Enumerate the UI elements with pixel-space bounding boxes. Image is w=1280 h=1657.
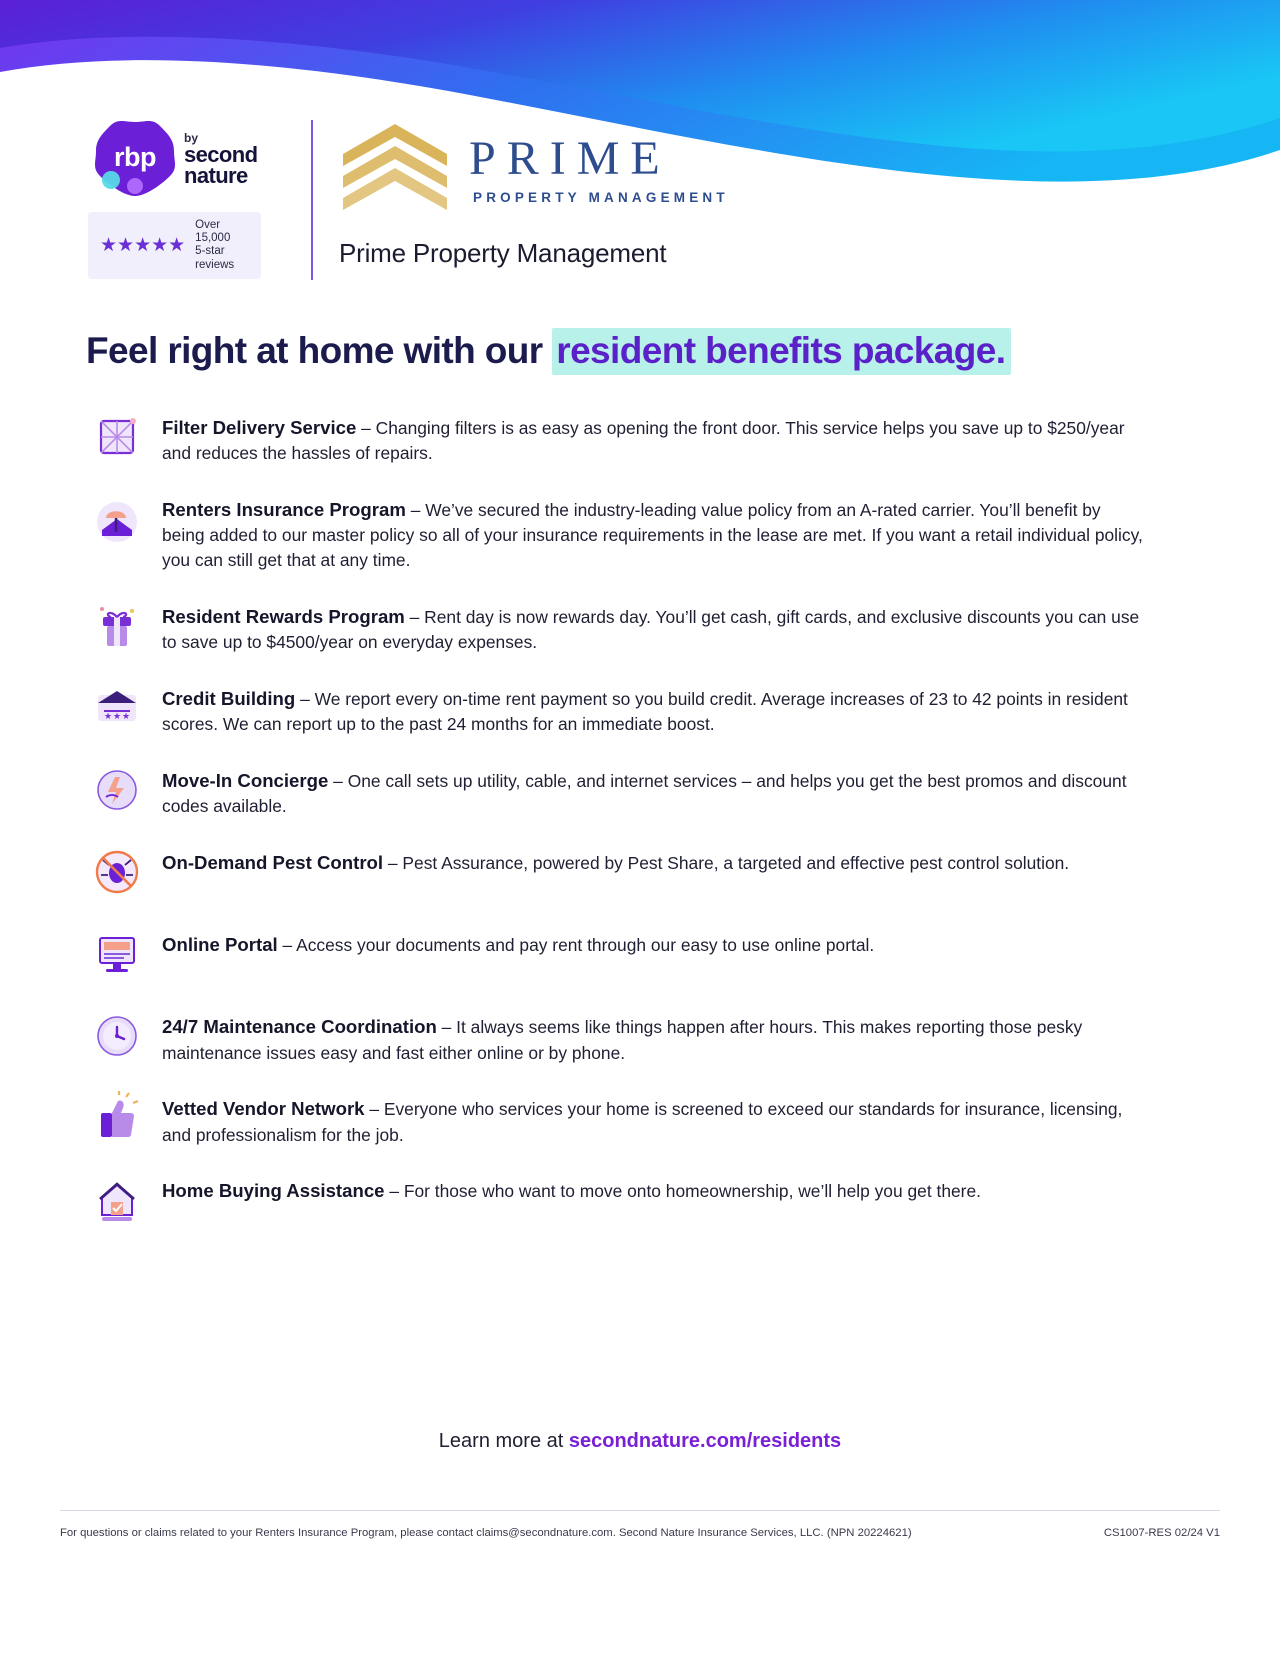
online-portal-icon <box>86 925 148 983</box>
list-item-text <box>148 1171 981 1204</box>
prime-logo-block <box>339 120 729 269</box>
list-item-body: Pest Assurance, powered by Pest Share, a targeted and effective pest control solution. <box>402 853 1070 874</box>
svg-text:★: ★ <box>122 710 131 721</box>
list-item-dash: – <box>356 418 376 438</box>
list-item-body: For those who want to move onto homeownership, we’ll help you get there. <box>403 1181 981 1202</box>
list-item-title: Credit Building <box>162 687 296 709</box>
list-item-dash: – <box>383 853 403 874</box>
credit-score-icon <box>86 679 148 737</box>
list-item-text <box>148 925 874 958</box>
list-item-body: Everyone who services your home is screened to exceed our standards for insurance, licensing, and professionalism for the job. <box>162 1099 1123 1145</box>
company-name: Prime Property Management <box>339 238 667 268</box>
header-divider <box>311 120 313 280</box>
star-rating-icon: ★★★★★ <box>100 234 186 256</box>
list-item-body: Access your documents and pay rent through our easy to use online portal. <box>296 935 875 956</box>
svg-text:★: ★ <box>104 710 113 721</box>
learn-more-line <box>0 1430 1280 1453</box>
second-nature-wordmark <box>184 132 257 187</box>
list-item-dash: – <box>328 771 348 792</box>
list-item-text <box>148 679 1146 737</box>
list-item-dash: – <box>295 688 315 709</box>
list-item <box>86 490 1146 573</box>
learn-more-prefix: Learn more at <box>438 1430 569 1452</box>
brand-header <box>88 120 729 280</box>
list-item-text <box>148 597 1146 655</box>
thumbs-up-icon <box>86 1089 148 1147</box>
list-item-title: Move-In Concierge <box>162 770 329 792</box>
second-line: second <box>184 141 258 167</box>
list-item-dash: – <box>364 1099 384 1120</box>
list-item-text <box>148 761 1146 819</box>
benefits-list <box>86 408 1146 1253</box>
svg-text:★: ★ <box>113 710 122 721</box>
footer-divider <box>60 1510 1220 1511</box>
list-item <box>86 1171 1146 1229</box>
chevron-stack-icon <box>339 124 451 216</box>
list-item-text <box>148 408 1146 466</box>
list-item-title: Online Portal <box>162 934 278 956</box>
rbp-badge-icon <box>94 120 176 198</box>
rbp-wordmark: rbp <box>114 142 156 172</box>
list-item-text <box>148 1089 1146 1147</box>
list-item-body: We’ve secured the industry-leading value policy from an A-rated carrier. You’ll benefit by being added to our master policy so all of your insurance requirements in the lease are met. If you want a retail individual policy, you can still get that at any time. <box>162 500 1143 571</box>
list-item <box>86 1007 1146 1065</box>
filter-icon <box>86 408 148 466</box>
list-item-title: Home Buying Assistance <box>162 1180 385 1202</box>
list-item-title: Filter Delivery Service <box>162 417 357 438</box>
page-title <box>86 330 1011 372</box>
nature-line: nature <box>184 162 248 188</box>
list-item-dash: – <box>277 935 297 956</box>
list-item-title: 24/7 Maintenance Coordination <box>162 1016 437 1038</box>
list-item-body: Changing filters is as easy as opening the front door. This service helps you save up to $250/year and reduces the hassles of repairs. <box>162 418 1125 464</box>
list-item-body: One call sets up utility, cable, and internet services – and helps you get the best promos and discount codes available. <box>162 771 1127 817</box>
review-count-line2: 5-star reviews <box>195 245 235 271</box>
headline-lead: Feel right at home with our <box>86 330 553 371</box>
list-item-title: Vetted Vendor Network <box>162 1098 365 1120</box>
list-item <box>86 843 1146 901</box>
document-code: CS1007-RES 02/24 V1 <box>1103 1527 1220 1539</box>
by-label: by <box>184 130 199 145</box>
review-count-label <box>195 219 249 272</box>
home-buying-icon <box>86 1171 148 1229</box>
list-item <box>86 1089 1146 1147</box>
list-item-dash: – <box>436 1017 457 1038</box>
prime-wordmark: PRIME <box>469 132 671 186</box>
list-item-text <box>148 1007 1146 1065</box>
legal-disclaimer: For questions or claims related to your Renters Insurance Program, please contact claims@secondnature.com. Second Nature Insurance Services, LLC. (NPN 20224621) <box>60 1527 912 1539</box>
list-item-text <box>148 490 1146 573</box>
list-item <box>86 679 1146 737</box>
list-item-text <box>148 843 1069 876</box>
secondnature-link[interactable]: secondnature.com/residents <box>568 1430 842 1452</box>
review-count-line1: Over 15,000 <box>195 219 231 245</box>
list-item <box>86 597 1146 655</box>
list-item-dash: – <box>404 606 425 627</box>
list-item-body: We report every on-time rent payment so you build credit. Average increases of 23 to 42 points in resident scores. We can report up to the past 24 months for an immediate boost. <box>162 688 1128 735</box>
umbrella-insurance-icon <box>86 490 148 548</box>
headline-highlight: resident benefits package. <box>552 328 1011 375</box>
clock-icon <box>86 1007 148 1065</box>
list-item-title: Resident Rewards Program <box>162 605 405 627</box>
utilities-concierge-icon <box>86 761 148 819</box>
list-item <box>86 408 1146 466</box>
list-item-body: It always seems like things happen after hours. This makes reporting those pesky maintenance issues easy and fast either online or by phone. <box>162 1017 1083 1063</box>
prime-subtitle: PROPERTY MANAGEMENT <box>473 190 729 206</box>
gift-rewards-icon <box>86 597 148 655</box>
list-item-body: Rent day is now rewards day. You’ll get cash, gift cards, and exclusive discounts you can use to save up to $4500/year on everyday expenses. <box>162 606 1140 653</box>
list-item <box>86 925 1146 983</box>
list-item-dash: – <box>384 1181 404 1202</box>
pest-control-icon <box>86 843 148 901</box>
rbp-logo-block <box>88 120 293 279</box>
list-item <box>86 761 1146 819</box>
list-item-dash: – <box>405 500 426 521</box>
list-item-title: On-Demand Pest Control <box>162 852 384 874</box>
review-badge <box>88 212 261 279</box>
list-item-title: Renters Insurance Program <box>162 499 406 521</box>
